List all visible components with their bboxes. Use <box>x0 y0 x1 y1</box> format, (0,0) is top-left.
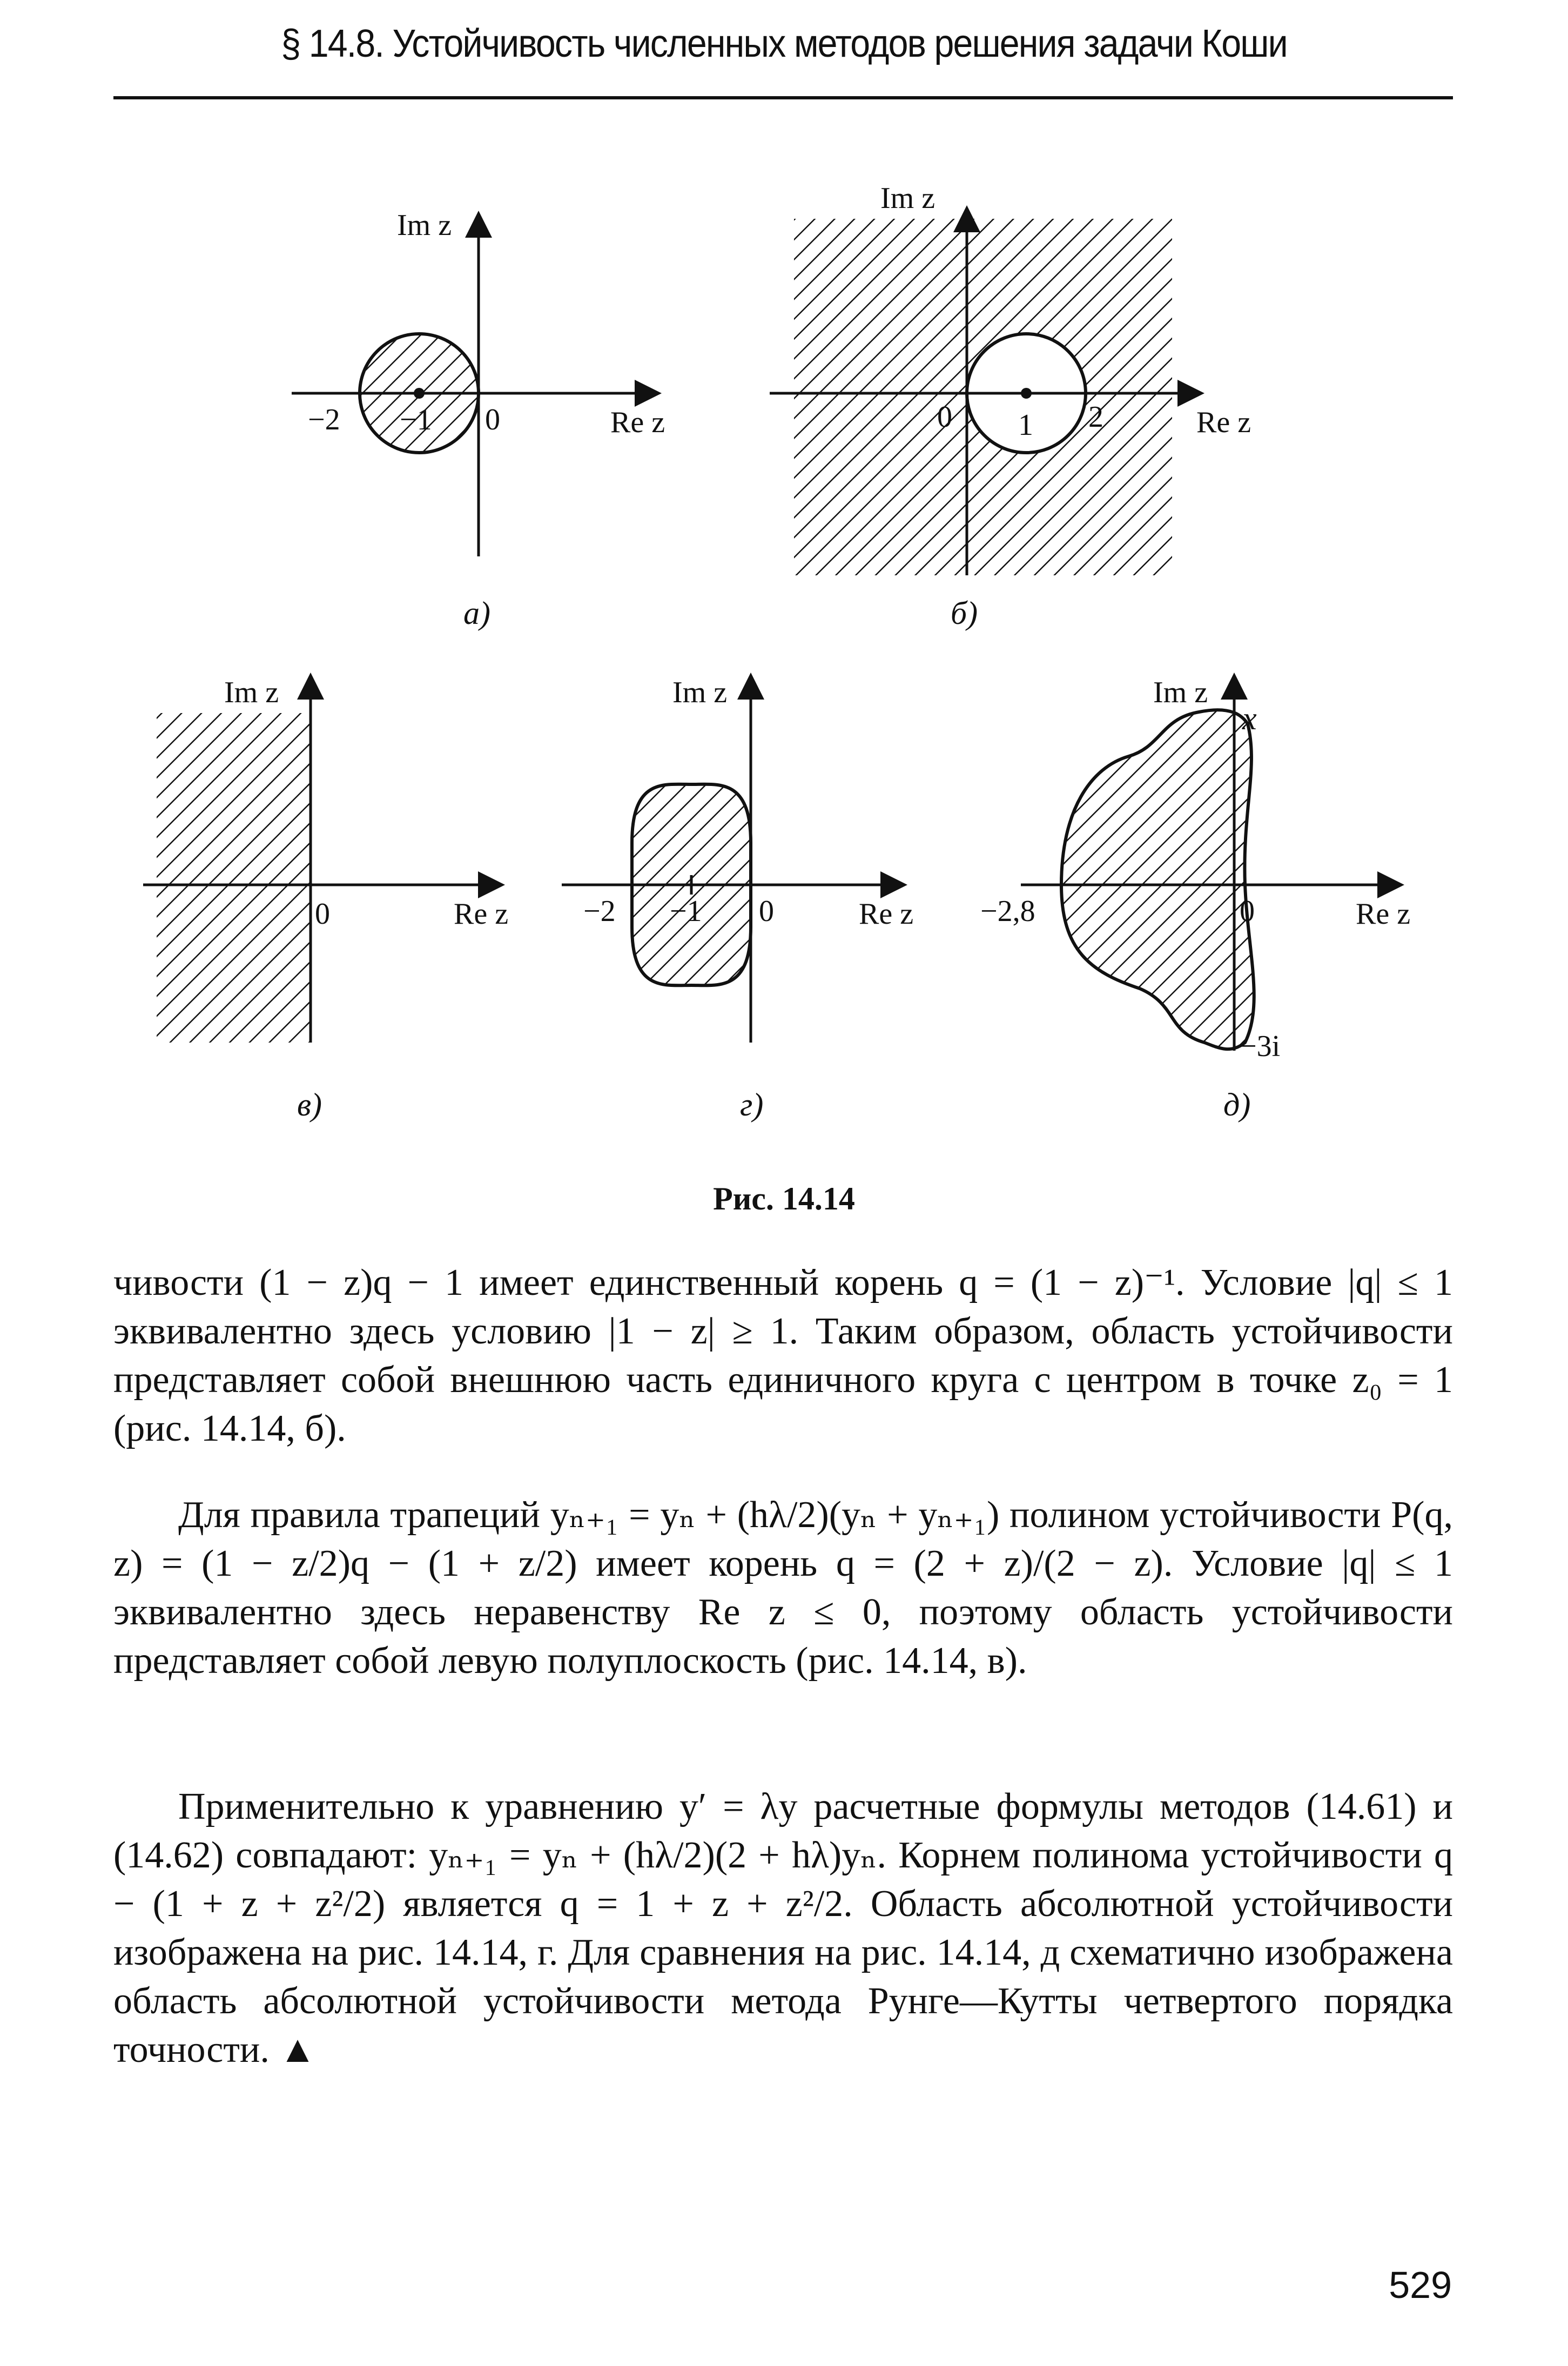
panel-v <box>143 676 508 1122</box>
paragraph-3: Применительно к уравнению y′ = λy расчетные формулы методов (14.61) и (14.62) совпадают: yₙ₊₁ = yₙ + (hλ/2)(2 + hλ)yₙ. Корнем полинома устойчивости q − (1 + z + z²/2) является q = 1 + z + z²/2. Область абсолютной устойчивости изображена на рис. 14.14, г. Для сравнения на рис. 14.14, д схематично изображена область абсолютной устойчивости метода Рунге—Кутты четвертого порядка точности. ▲ <box>113 1786 1453 2071</box>
panel-a-tick-m1: −1 <box>400 403 432 436</box>
panel-g-re-label: Re z <box>859 897 914 931</box>
paragraph-2: Для правила трапеций yₙ₊₁ = yₙ + (hλ/2)(yₙ + yₙ₊₁) полином устойчивости P(q, z) = (1 − z/2)q − (1 + z/2) имеет корень q = (2 + z)/(2 − z). Условие |q| ≤ 1 эквивалентно здесь неравенству Re z ≤ 0, поэтому область устойчивости представляет собой левую полуплоскость (рис. 14.14, в). <box>113 1494 1453 1682</box>
panel-d-label: д) <box>1223 1087 1251 1122</box>
panel-g-label: г) <box>740 1087 764 1122</box>
panel-a-tick-m2: −2 <box>308 403 340 436</box>
page-number: 529 <box>1389 2264 1452 2306</box>
panel-a-label: а) <box>463 595 490 631</box>
panel-d-tick-x: x <box>1242 701 1257 736</box>
panel-v-im-label: Im z <box>224 676 279 709</box>
panel-b-tick-2: 2 <box>1088 400 1103 434</box>
panel-g-tick-m2: −2 <box>583 895 616 928</box>
panel-d-re-label: Re z <box>1356 897 1411 931</box>
paragraph-1: чивости (1 − z)q − 1 имеет единственный корень q = (1 − z)⁻¹. Условие |q| ≤ 1 эквивалентно здесь условию |1 − z| ≥ 1. Таким образом, область устойчивости представляет собой внешнюю часть единичного круга с центром в точке z₀ = 1 (рис. 14.14, б). <box>113 1262 1453 1449</box>
panel-v-hatched-half-plane <box>157 713 311 1043</box>
panel-b-re-label: Re z <box>1196 406 1251 439</box>
panel-g-tick-m1: −1 <box>670 895 702 928</box>
panel-b-tick-1: 1 <box>1018 408 1033 442</box>
running-header: § 14.8. Устойчивость численных методов решения задачи Коши <box>281 22 1287 65</box>
figure-caption: Рис. 14.14 <box>713 1181 855 1216</box>
panel-b <box>770 182 1251 631</box>
panel-a <box>292 209 665 631</box>
panel-a-re-label: Re z <box>610 406 665 439</box>
panel-a-tick-0: 0 <box>485 403 500 436</box>
panel-v-re-label: Re z <box>454 897 509 931</box>
panel-b-tick-0: 0 <box>937 400 952 434</box>
panel-b-center-dot <box>1021 388 1032 399</box>
panel-d-tick-m2-8: −2,8 <box>980 895 1035 928</box>
panel-d-tick-0: 0 <box>1240 895 1255 928</box>
panel-a-im-label: Im z <box>397 209 452 242</box>
panel-v-label: в) <box>297 1087 322 1122</box>
panel-d-im-label: Im z <box>1153 676 1208 709</box>
panel-a-center-dot <box>414 388 425 399</box>
panel-g <box>562 676 913 1122</box>
panel-g-tick-0: 0 <box>759 895 774 928</box>
panel-d <box>980 676 1410 1122</box>
panel-d-region <box>1061 710 1254 1049</box>
panel-b-im-label: Im z <box>880 182 936 215</box>
panel-b-label: б) <box>951 595 978 631</box>
panel-g-im-label: Im z <box>672 676 728 709</box>
panel-v-tick-0: 0 <box>315 897 330 931</box>
panel-d-tick-m3i: −3i <box>1240 1030 1281 1063</box>
